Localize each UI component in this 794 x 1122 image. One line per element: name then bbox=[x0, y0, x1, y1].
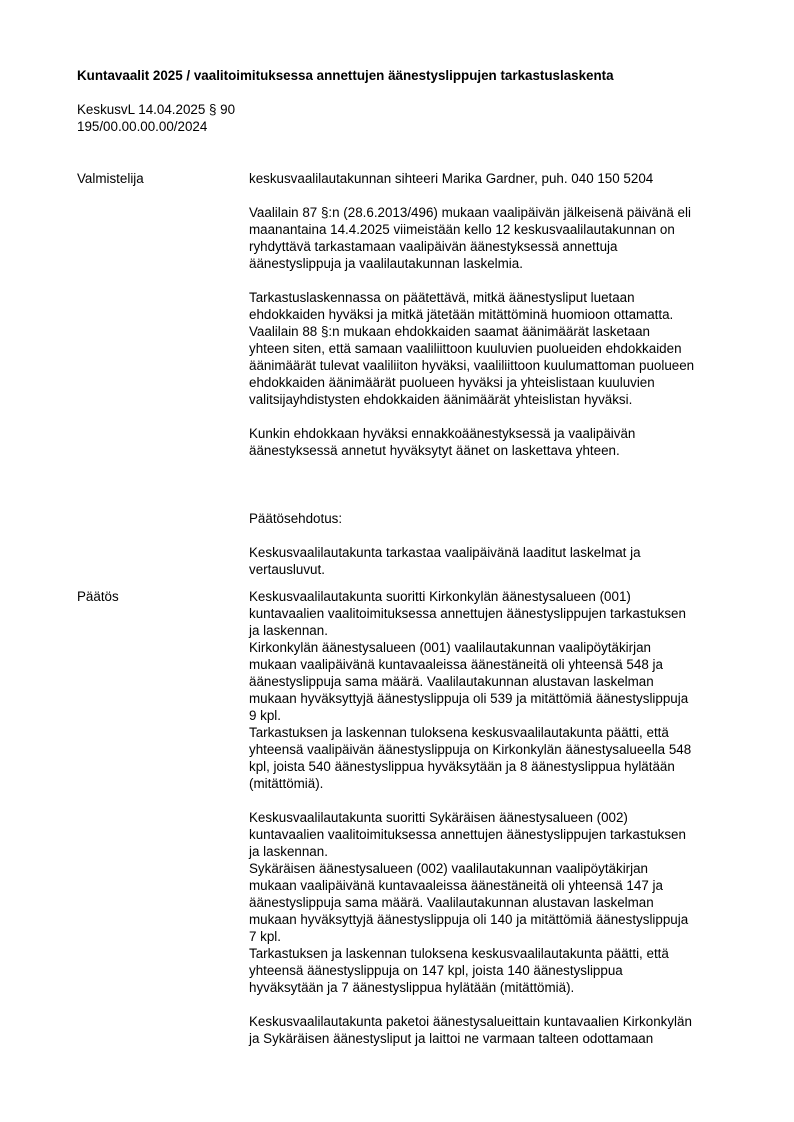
text-line: ja laskennan. bbox=[249, 844, 328, 859]
text-line: yhteen siten, että samaan vaaliliittoon kuuluvien puolueiden ehdokkaiden bbox=[249, 341, 682, 356]
text-line: kuntavaalien vaalitoimituksessa annettujen äänestyslippujen tarkastuksen bbox=[249, 606, 686, 621]
text-line: yhteensä äänestyslippuja on 147 kpl, joista 140 äänestyslippua bbox=[249, 963, 623, 978]
text-line: Keskusvaalilautakunta suoritti Sykäräisen äänestysalueen (002) bbox=[249, 810, 628, 825]
paragraph bbox=[249, 1013, 739, 1047]
spacer bbox=[249, 996, 739, 1013]
text-line: ehdokkaiden hyväksi ja mitkä jätetään mitättöminä huomioon ottamatta. bbox=[249, 307, 674, 322]
text-line: Vaalilain 87 §:n (28.6.2013/496) mukaan vaalipäivän jälkeisenä päivänä eli bbox=[249, 205, 691, 220]
text-line: yhteensä vaalipäivän äänestyslippuja on Kirkonkylän äänestysalueella 548 bbox=[249, 742, 692, 757]
text-line: vertausluvut. bbox=[249, 562, 325, 577]
text-line: äänestyslippuja sama määrä. Vaalilautakunnan alustavan laskelman bbox=[249, 674, 654, 689]
text-line: äänestyksessä annetut hyväksytyt äänet on laskettava yhteen. bbox=[249, 443, 620, 458]
text-line: Keskusvaalilautakunta paketoi äänestysalueittain kuntavaalien Kirkonkylän bbox=[249, 1014, 692, 1029]
text-line: Sykäräisen äänestysalueen (002) vaalilautakunnan vaalipöytäkirjan bbox=[249, 861, 648, 876]
text-line: mukaan hyväksyttyjä äänestyslippuja oli 140 ja mitättömiä äänestyslippuja bbox=[249, 912, 689, 927]
paragraph bbox=[249, 809, 739, 996]
text-line: Kunkin ehdokkaan hyväksi ennakkoäänestyksessä ja vaalipäivän bbox=[249, 426, 636, 441]
text-line: valitsijayhdistysten ehdokkaiden äänimäärät yhteislistan hyväksi. bbox=[249, 392, 633, 407]
text-line: kpl, joista 540 äänestyslippua hyväksytään ja 8 äänestyslippua hylätään bbox=[249, 759, 675, 774]
text-line: Kirkonkylän äänestysalueen (001) vaalilautakunnan vaalipöytäkirjan bbox=[249, 640, 651, 655]
preparer-line: keskusvaalilautakunnan sihteeri Marika Gardner, puh. 040 150 5204 bbox=[249, 171, 654, 186]
text-line: Tarkastuksen ja laskennan tuloksena keskusvaalilautakunta päätti, että bbox=[249, 946, 669, 961]
paragraph bbox=[249, 425, 739, 459]
valmistelija-body bbox=[249, 170, 739, 578]
spacer bbox=[249, 527, 739, 544]
spacer bbox=[249, 408, 739, 425]
meeting-reference bbox=[77, 101, 377, 135]
paragraph bbox=[249, 204, 739, 272]
proposal-heading: Päätösehdotus: bbox=[249, 511, 343, 526]
text-line: mukaan vaalipäivänä kuntavaaleissa äänestäneitä oli yhteensä 548 ja bbox=[249, 657, 663, 672]
text-line: hyväksytään ja 7 äänestyslippua hylätään (mitättömiä). bbox=[249, 980, 575, 995]
spacer bbox=[249, 459, 739, 510]
text-line: (mitättömiä). bbox=[249, 776, 324, 791]
paragraph bbox=[249, 588, 739, 792]
proposal-text bbox=[249, 544, 739, 578]
text-line: ryhdyttävä tarkastamaan vaalipäivän äänestyksessä annettuja bbox=[249, 239, 618, 254]
text-line: ja Sykäräisen äänestysliput ja laittoi ne varmaan talteen odottamaan bbox=[249, 1031, 654, 1046]
document-title: Kuntavaalit 2025 / vaalitoimituksessa annettujen äänestyslippujen tarkastuslaskenta bbox=[77, 68, 614, 83]
text-line: mukaan vaalipäivänä kuntavaaleissa äänestäneitä oli yhteensä 147 ja bbox=[249, 878, 663, 893]
text-line: Tarkastuksen ja laskennan tuloksena keskusvaalilautakunta päätti, että bbox=[249, 725, 669, 740]
meeting-reference-line: KeskusvL 14.04.2025 § 90 bbox=[77, 102, 236, 117]
text-line: ja laskennan. bbox=[249, 623, 328, 638]
text-line: Tarkastuslaskennassa on päätettävä, mitkä äänestysliput luetaan bbox=[249, 290, 635, 305]
text-line: maanantaina 14.4.2025 viimeistään kello 12 keskusvaalilautakunnan on bbox=[249, 222, 675, 237]
text-line: mukaan hyväksyttyjä äänestyslippuja oli 539 ja mitättömiä äänestyslippuja bbox=[249, 691, 689, 706]
spacer bbox=[249, 187, 739, 204]
text-line: kuntavaalien vaalitoimituksessa annettujen äänestyslippujen tarkastuksen bbox=[249, 827, 686, 842]
text-line: ehdokkaiden äänimäärät puolueen hyväksi ja yhteislistaan kuuluvien bbox=[249, 375, 655, 390]
case-number: 195/00.00.00.00/2024 bbox=[77, 119, 208, 134]
valmistelija-label: Valmistelija bbox=[77, 171, 144, 186]
text-line: Vaalilain 88 §:n mukaan ehdokkaiden saamat äänimäärät lasketaan bbox=[249, 324, 650, 339]
spacer bbox=[249, 272, 739, 289]
text-line: Keskusvaalilautakunta suoritti Kirkonkylän äänestysalueen (001) bbox=[249, 589, 631, 604]
text-line: 9 kpl. bbox=[249, 708, 282, 723]
spacer bbox=[249, 792, 739, 809]
paatos-body bbox=[249, 588, 739, 1047]
paragraph bbox=[249, 289, 739, 408]
text-line: äänestyslippuja ja vaalilautakunnan laskelmia. bbox=[249, 256, 523, 271]
text-line: Keskusvaalilautakunta tarkastaa vaalipäivänä laaditut laskelmat ja bbox=[249, 545, 641, 560]
text-line: äänestyslippuja sama määrä. Vaalilautakunnan alustavan laskelman bbox=[249, 895, 654, 910]
text-line: 7 kpl. bbox=[249, 929, 282, 944]
text-line: äänimäärät tulevat vaaliliiton hyväksi, vaaliliittoon kuulumattoman puolueen bbox=[249, 358, 695, 373]
paatos-label: Päätös bbox=[77, 589, 119, 604]
